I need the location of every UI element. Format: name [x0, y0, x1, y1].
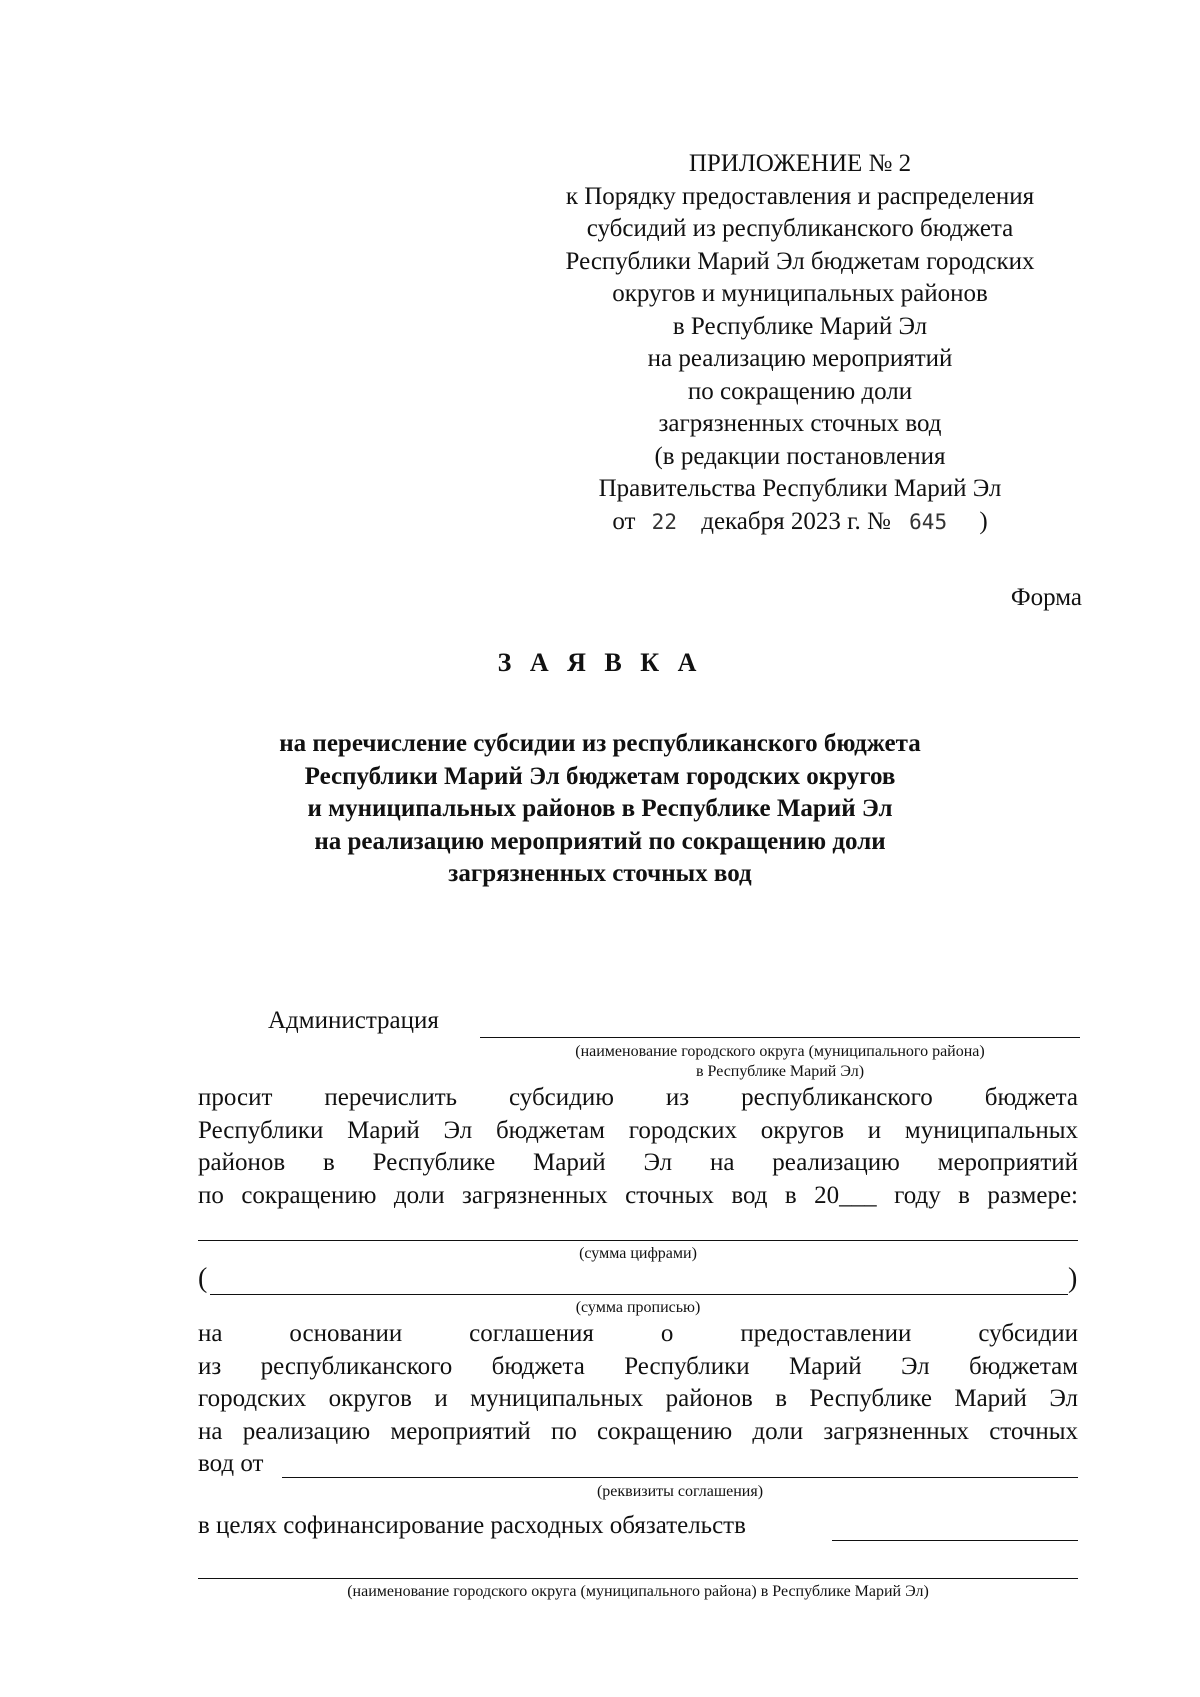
purpose-field[interactable] [832, 1540, 1078, 1541]
agreement-details-field[interactable] [282, 1477, 1078, 1478]
appendix-line: на реализацию мероприятий [647, 345, 953, 372]
administration-label: Администрация [268, 1007, 439, 1034]
form-label: Форма [1010, 584, 1082, 611]
request-line: по сокращению доли загрязненных сточных вод в 20___ году в размере: [198, 1181, 1078, 1209]
basis-line: на основании соглашения о предоставлении субсидии [198, 1320, 1078, 1347]
subtitle-line: и муниципальных районов в Республике Марий Эл [307, 795, 893, 822]
subtitle-line: загрязненных сточных вод [448, 860, 752, 887]
appendix-line: округов и муниципальных районов [612, 280, 988, 307]
amount-digits-caption: (сумма цифрами) [579, 1245, 697, 1262]
basis-line: городских округов и муниципальных районов в Республике Марий Эл [198, 1385, 1078, 1412]
appendix-line: к Порядку предоставления и распределения [565, 182, 1035, 210]
appendix-header [520, 148, 1080, 538]
document-subtitle [0, 728, 1200, 891]
request-line: просит перечислить субсидию из республиканского бюджета [198, 1084, 1078, 1111]
admin-caption-line: (наименование городского округа (муниципального района) [575, 1043, 985, 1060]
amount-words-close-paren: ) [1068, 1263, 1078, 1294]
appendix-line: загрязненных сточных вод [658, 410, 942, 437]
amount-words-field[interactable] [210, 1294, 1068, 1295]
amount-digits-field[interactable] [198, 1240, 1078, 1241]
date-month-year: декабря 2023 г. № [701, 507, 891, 535]
appendix-line: субсидий из республиканского бюджета [586, 215, 1014, 242]
final-caption: (наименование городского округа (муниципального района) в Республике Марий Эл) [347, 1583, 929, 1600]
admin-caption-line: в Республике Марий Эл) [695, 1063, 865, 1080]
purpose-text: в целях софинансирование расходных обязательств [198, 1512, 746, 1539]
municipality-name-field[interactable] [198, 1578, 1078, 1579]
basis-paragraph [198, 1318, 1078, 1448]
basis-line: из республиканского бюджета Республики Марий Эл бюджетам [198, 1352, 1078, 1380]
document-title: З А Я В К А [497, 648, 703, 677]
appendix-line: Республики Марий Эл бюджетам городских [565, 247, 1035, 275]
basis-line: на реализацию мероприятий по сокращению доли загрязненных сточных [198, 1417, 1078, 1445]
subtitle-line: на реализацию мероприятий по сокращению доли [314, 827, 886, 855]
request-line: районов в Республике Марий Эл на реализацию мероприятий [198, 1149, 1078, 1176]
appendix-line: в Республике Марий Эл [672, 312, 928, 340]
administration-caption [480, 1042, 1080, 1082]
administration-name-field[interactable] [480, 1037, 1080, 1038]
request-line: Республики Марий Эл бюджетам городских округов и муниципальных [198, 1116, 1078, 1144]
date-day: 22 [651, 509, 677, 534]
subtitle-line: Республики Марий Эл бюджетам городских округов [304, 762, 896, 790]
date-suffix: ) [979, 507, 988, 535]
appendix-heading: ПРИЛОЖЕНИЕ № 2 [688, 150, 912, 177]
appendix-line: Правительства Республики Марий Эл [598, 475, 1002, 502]
date-prefix: от [612, 507, 636, 535]
appendix-date-line [520, 506, 1080, 539]
appendix-line: по сокращению доли [687, 377, 913, 405]
appendix-line: (в редакции постановления [654, 442, 946, 470]
amount-words-caption: (сумма прописью) [575, 1299, 701, 1316]
agreement-caption: (реквизиты соглашения) [596, 1483, 764, 1500]
document-number: 645 [909, 509, 948, 534]
subtitle-line: на перечисление субсидии из республиканского бюджета [279, 730, 921, 757]
amount-words-open-paren: ( [198, 1263, 208, 1294]
request-paragraph [198, 1082, 1078, 1212]
basis-last-prefix: вод от [198, 1450, 264, 1477]
